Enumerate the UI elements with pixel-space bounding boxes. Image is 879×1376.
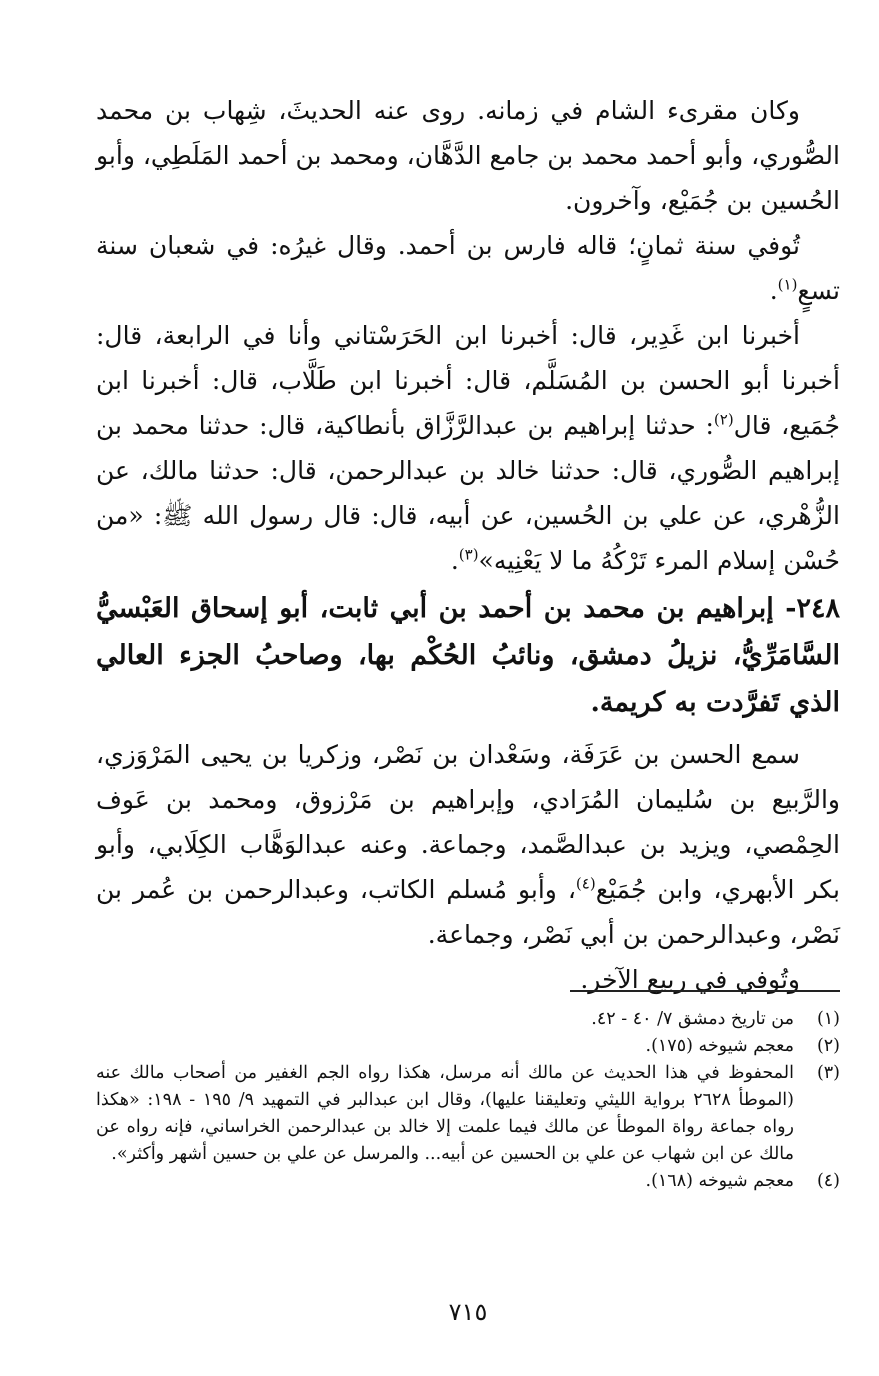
page-number: ٧١٥ <box>448 1298 488 1326</box>
footnote-number: (٢) <box>816 1036 840 1056</box>
footnote-number: (٣) <box>816 1063 840 1083</box>
footnote-text: المحفوظ في هذا الحديث عن مالك أنه مرسل، هكذا رواه الجم الغفير من أصحاب مالك عنه (الموطأ ٢٦٢٨ برواية الليثي وتعليقنا عليها)، وقال ابن عبدالبر في التمهيد ٩/ ١٩٥ - ١٩٨: «هكذا رواه جماعة رواة الموطأ عن مالك فيما علمت إلا خالد بن عبدالرحمن الخراساني، فإنه رواه عن مالك عن ابن شهاب عن علي بن الحسين عن أبيه... والمرسل عن علي بن حسين أشهر وأكثر». <box>96 1063 794 1164</box>
footnote-2 <box>96 1033 840 1060</box>
paragraph-punct: . <box>769 276 778 305</box>
paragraph-punct: . <box>450 546 459 575</box>
paragraph-text: : حدثنا إبراهيم بن عبدالرَّزَّاق بأنطاكية، قال: حدثنا محمد بن إبراهيم الصُّوري، قال: حدثنا خالد بن عبدالرحمن، قال: حدثنا مالك، عن الزُّهْري، عن علي بن الحُسين، عن أبيه، قال: قال رسول الله ﷺ: «من حُسْن إسلام المرء تَرْكُهُ ما لا يَعْنِيه» <box>96 411 840 575</box>
footnote-4 <box>96 1168 840 1195</box>
footnote-ref-4[interactable]: (٤) <box>575 874 596 893</box>
paragraph-death-date <box>96 223 840 313</box>
footnote-text: معجم شيوخه (١٧٥). <box>645 1036 794 1056</box>
paragraph-hadith-chain <box>96 313 840 583</box>
paragraph-text: وكان مقرىء الشام في زمانه. روى عنه الحديثَ، شِهاب بن محمد الصُّوري، وأبو أحمد محمد بن جامع الدَّهَّان، ومحمد بن أحمد المَلَطِي، وأبو الحُسين بن جُمَيْع، وآخرون. <box>96 96 840 215</box>
footnote-separator <box>570 990 840 992</box>
footnote-text: معجم شيوخه (١٦٨). <box>645 1171 794 1191</box>
footnote-number: (١) <box>816 1009 840 1029</box>
entry-heading-248: ٢٤٨- إبراهيم بن محمد بن أحمد بن أبي ثابت، أبو إسحاق العَبْسيُّ السَّامَرِّيُّ، نزيلُ دمشق، ونائبُ الحُكْم بها، وصاحبُ الجزء العالي الذي تَفرَّدت به كريمة. <box>96 593 840 718</box>
paragraph-teachers-students <box>96 732 840 957</box>
paragraph-text: أخبرنا ابن غَدِير، قال: أخبرنا ابن الحَرَسْتاني وأنا في الرابعة، قال: أخبرنا أبو الحسن بن المُسَلَّم، قال: أخبرنا ابن طَلَّاب، قال: أخبرنا ابن جُمَيع، قال <box>96 321 840 440</box>
footnotes <box>96 1006 840 1195</box>
page-content <box>96 88 840 1348</box>
paragraph-text: تُوفي سنة ثمانٍ؛ قاله فارس بن أحمد. وقال غيرُه: في شعبان سنة تسعٍ <box>96 231 840 305</box>
footnote-text: من تاريخ دمشق ٧/ ٤٠ - ٤٢. <box>591 1009 794 1029</box>
paragraph-biography-end <box>96 88 840 223</box>
footnote-1 <box>96 1006 840 1033</box>
footnote-ref-3[interactable]: (٣) <box>458 545 479 564</box>
paragraph-text: وتُوفي في ربيع الآخر. <box>580 965 800 994</box>
footnote-3 <box>96 1060 840 1168</box>
paragraph-death <box>96 957 840 1002</box>
footnote-ref-2[interactable]: (٢) <box>713 410 734 429</box>
footnote-number: (٤) <box>816 1171 840 1191</box>
paragraph-text: سمع الحسن بن عَرَفَة، وسَعْدان بن نَصْر، وزكريا بن يحيى المَرْوَزي، والرَّبيع بن سُليمان المُرَادي، وإبراهيم بن مَرْزوق، ومحمد بن عَوف الحِمْصي، ويزيد بن عبدالصَّمد، وجماعة. وعنه عبدالوَهَّاب الكِلَابي، وأبو بكر الأبهري، وابن جُمَيْع <box>96 740 840 904</box>
footnote-ref-1[interactable]: (١) <box>777 275 798 294</box>
paragraph-text: ، وأبو مُسلم الكاتب، وعبدالرحمن بن عُمر بن نَصْر، وعبدالرحمن بن أبي نَصْر، وجماعة. <box>96 875 840 949</box>
